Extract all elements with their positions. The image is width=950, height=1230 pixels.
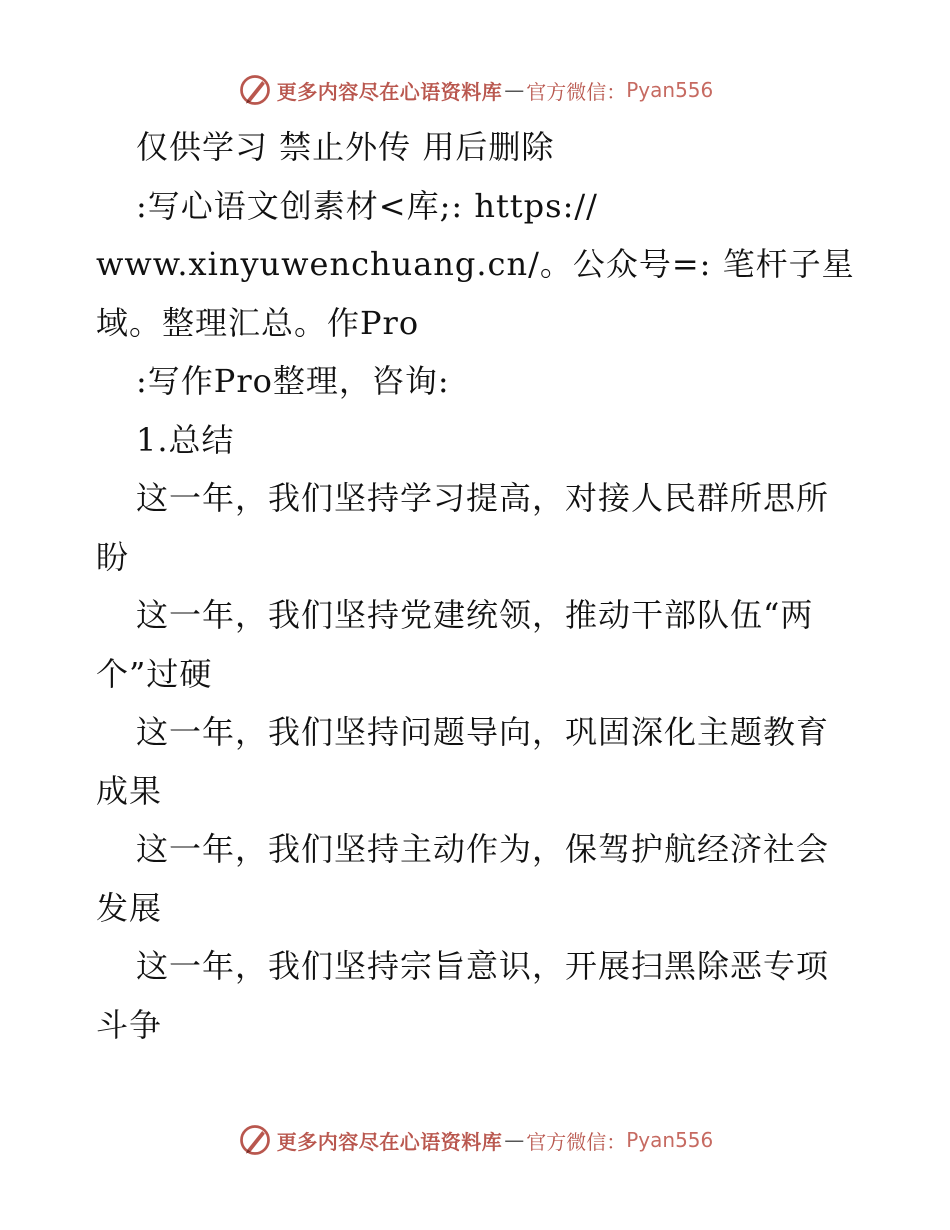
banner-title: 更多内容尽在心语资料库: [276, 1129, 503, 1154]
banner-wechat-id: Pyan556: [626, 78, 714, 102]
text-line: www.xinyuwenchuang.cn/。公众号=: 笔杆子星: [96, 245, 855, 283]
footer-banner: [0, 1120, 950, 1160]
text-line: 这一年，我们坚持党建统领，推动干部队伍“两: [136, 596, 814, 634]
text-line: 个”过硬: [96, 654, 213, 693]
text-line: 发展: [96, 888, 163, 927]
banner-dash: —: [504, 78, 525, 102]
text-line: 成果: [96, 771, 163, 810]
header-banner: [0, 70, 950, 110]
document-body: [96, 118, 856, 1054]
pen-logo-icon: [237, 1122, 273, 1158]
text-line: 这一年，我们坚持主动作为，保驾护航经济社会: [136, 830, 830, 868]
text-line: :写心语文创素材<库;: https://: [136, 186, 598, 225]
text-line: 这一年，我们坚持宗旨意识，开展扫黑除恶专项: [136, 947, 830, 985]
section-heading: 1.总结: [136, 420, 235, 459]
text-line: 仅供学习 禁止外传 用后删除: [136, 128, 555, 166]
banner-dash: —: [504, 1128, 525, 1152]
text-line: :写作Pro整理，咨询:: [136, 362, 450, 400]
text-line: 斗争: [96, 1005, 163, 1044]
text-line: 这一年，我们坚持问题导向，巩固深化主题教育: [136, 713, 830, 751]
banner-wechat-id: Pyan556: [626, 1128, 714, 1152]
text-line: 域。整理汇总。作Pro: [96, 303, 420, 342]
banner-official: 官方微信：: [526, 79, 627, 104]
banner-title: 更多内容尽在心语资料库: [276, 79, 503, 104]
text-line: 这一年，我们坚持学习提高，对接人民群所思所: [136, 479, 830, 517]
text-line: 盼: [96, 537, 130, 576]
banner-official: 官方微信：: [526, 1129, 627, 1154]
pen-logo-icon: [237, 72, 273, 108]
